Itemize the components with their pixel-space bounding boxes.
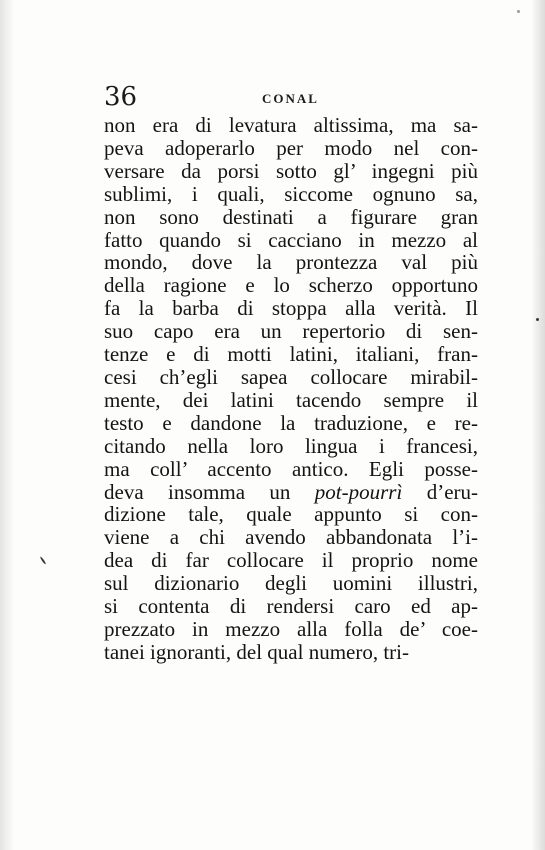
- text-line: sul dizionario degli uomini illustri,: [104, 571, 478, 596]
- text-line: peva adoperarlo per modo nel con-: [104, 135, 478, 160]
- text-line: sublimi, i quali, siccome ognuno sa,: [104, 181, 478, 206]
- text-line: cesi ch’egli sapea collocare mirabil-: [104, 364, 478, 389]
- text-line: ma coll’ accento antico. Egli posse-: [104, 456, 478, 481]
- paper-speck: [517, 10, 520, 13]
- text-line: testo e dandone la traduzione, e re-: [104, 410, 478, 435]
- text-line-with-italic: [104, 481, 478, 504]
- page-header: [104, 82, 478, 116]
- text-line: viene a chi avendo abbandonata l’i-: [104, 525, 478, 550]
- paper-speck: [40, 556, 47, 565]
- text-line: non era di levatura altissima, ma sa-: [104, 113, 478, 137]
- text-segment: d’eru-: [402, 479, 478, 504]
- text-segment: deva insomma un: [104, 479, 315, 504]
- text-line: della ragione e lo scherzo opportuno: [104, 273, 478, 298]
- text-line: versare da porsi sotto gl’ ingegni più: [104, 158, 478, 183]
- body-text: [104, 114, 478, 664]
- text-line: fatto quando si cacciano in mezzo al: [104, 227, 478, 252]
- page-edge-right: [531, 0, 545, 850]
- text-line: tanei ignoranti, del qual numero, tri-: [104, 639, 409, 664]
- text-line: non sono destinati a figurare gran: [104, 204, 478, 229]
- page-number: 36: [104, 82, 138, 112]
- text-line: dizione tale, quale appunto si con-: [104, 502, 478, 527]
- text-line: prezzato in mezzo alla folla de’ coe-: [104, 616, 478, 641]
- text-line: mondo, dove la prontezza val più: [104, 250, 478, 275]
- text-line: tenze e di motti latini, italiani, fran-: [104, 342, 478, 367]
- page-edge-left: [0, 0, 14, 850]
- paper-speck: [536, 318, 539, 321]
- text-line: citando nella loro lingua i francesi,: [104, 433, 478, 458]
- italic-term: pot-pourrì: [314, 479, 403, 504]
- text-line: si contenta di rendersi caro ed ap-: [104, 594, 478, 619]
- text-line: dea di far collocare il proprio nome: [104, 548, 478, 573]
- text-line: mente, dei latini tacendo sempre il: [104, 387, 478, 412]
- text-line: fa la barba di stoppa alla verità. Il: [104, 296, 478, 321]
- running-head: CONAL: [262, 91, 319, 106]
- text-line: suo capo era un repertorio di sen-: [104, 319, 478, 344]
